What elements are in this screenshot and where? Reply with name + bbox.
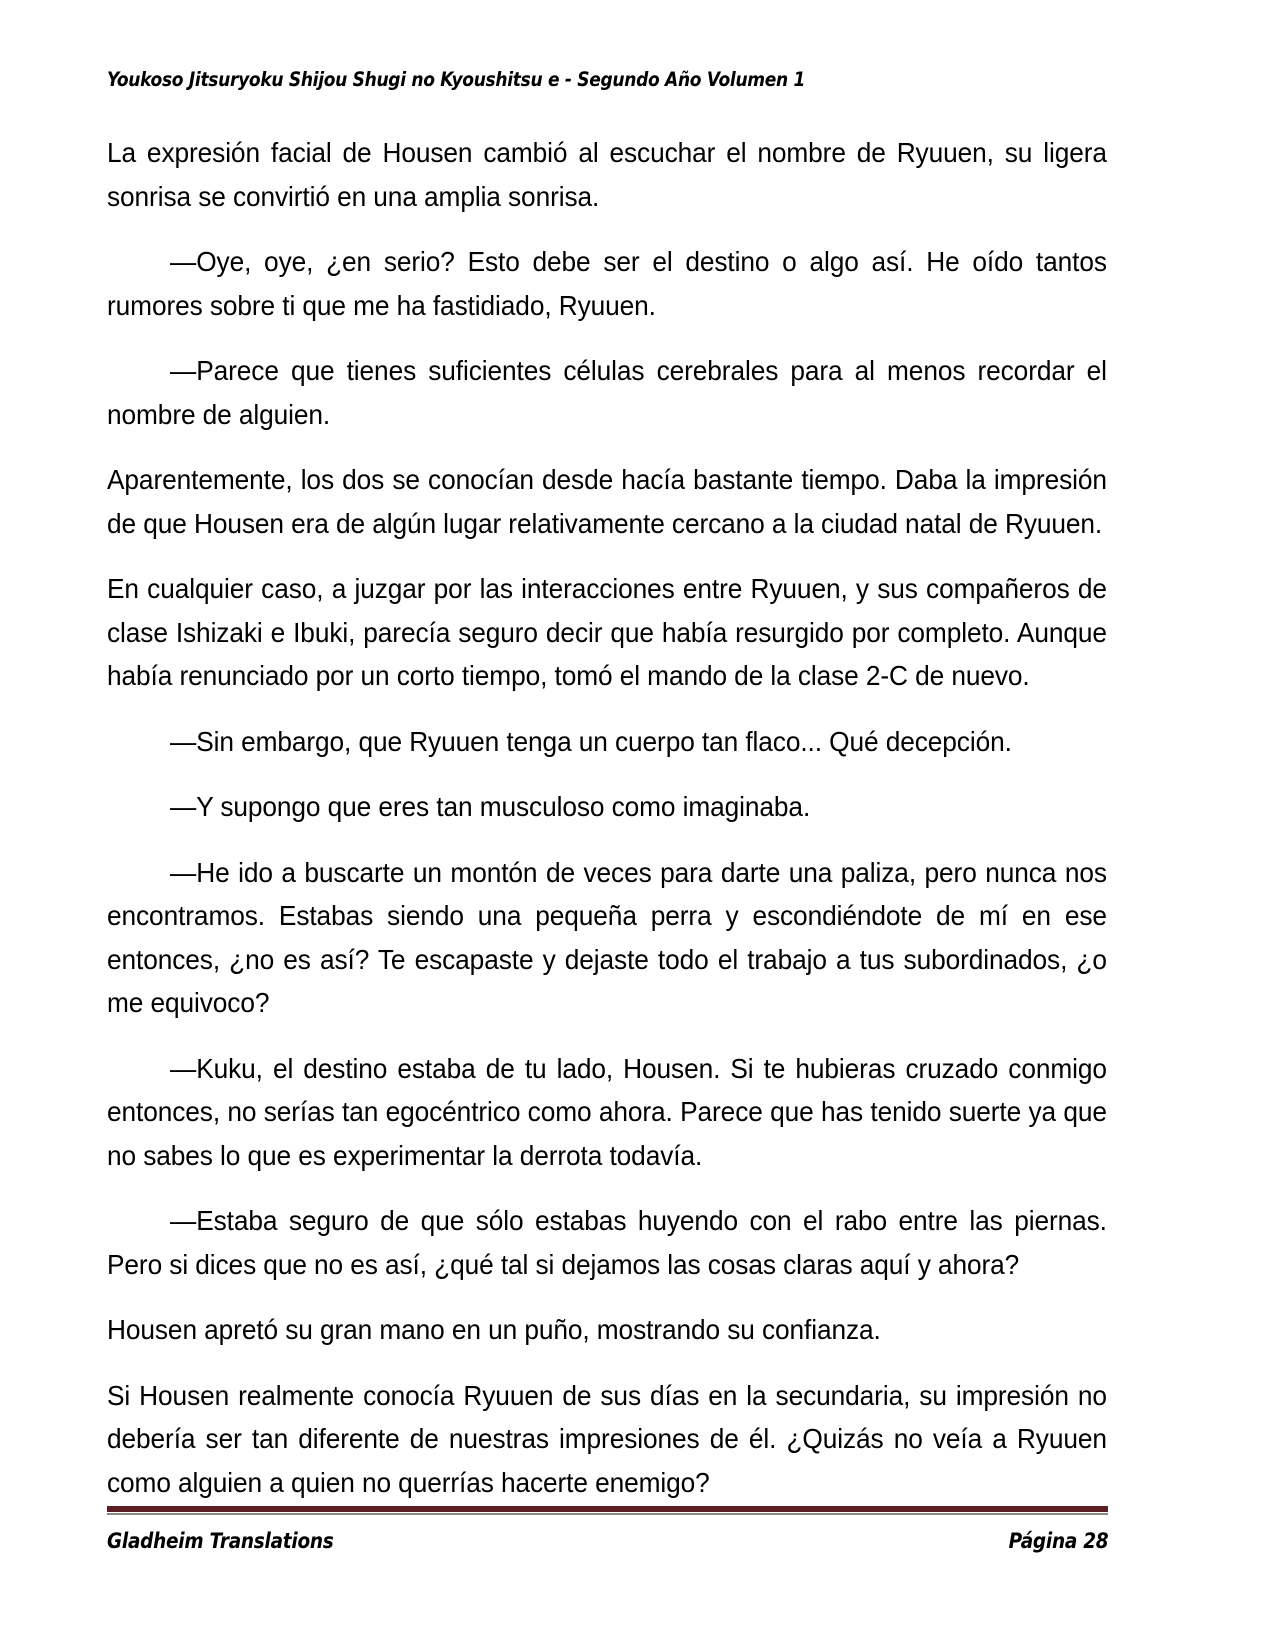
footer-divider-thin-bar [107,1513,1108,1515]
paragraph: —Y supongo que eres tan musculoso como imaginaba. [170,791,811,822]
paragraph: Aparentemente, los dos se conocían desde hacía bastante tiempo. Daba la impresión de que Housen era de algún lugar relativamente cercano a la ciudad natal de Ryuuen. [107,464,1107,539]
paragraph: —Parece que tienes suficientes células cerebrales para al menos recordar el nombre de alguien. [107,355,1107,430]
paragraph: —Sin embargo, que Ryuuen tenga un cuerpo tan flaco... Qué decepción. [170,725,1012,757]
paragraph: —Kuku, el destino estaba de tu lado, Housen. Si te hubieras cruzado conmigo entonces, no serías tan egocéntrico como ahora. Parece que has tenido suerte ya que no sabes lo que es experimentar la derrota todavía. [107,1052,1107,1171]
paragraph: La expresión facial de Housen cambió al escuchar el nombre de Ryuuen, su ligera sonrisa se convirtió en una amplia sonrisa. [107,137,1107,212]
footer-divider-thick-bar [107,1506,1108,1512]
paragraph: —Oye, oye, ¿en serio? Esto debe ser el destino o algo así. He oído tantos rumores sobre ti que me ha fastidiado, Ryuuen. [107,246,1107,321]
footer-translator-credit: Gladheim Translations [107,1529,334,1553]
paragraph: Si Housen realmente conocía Ryuuen de sus días en la secundaria, su impresión no debería ser tan diferente de nuestras impresiones de él. ¿Quizás no veía a Ryuuen como alguien a quien no querrías hacerte enemigo? [107,1379,1107,1498]
running-footer [107,1506,1108,1554]
footer-row [107,1528,1108,1554]
paragraph: En cualquier caso, a juzgar por las interacciones entre Ryuuen, y sus compañeros de clase Ishizaki e Ibuki, parecía seguro decir que había resurgido por completo. Aunque había renunciado por un corto tiempo, tomó el mando de la clase 2-C de nuevo. [107,573,1107,691]
paragraph: —He ido a buscarte un montón de veces para darte una paliza, pero nunca nos encontramos. Estabas siendo una pequeña perra y escondiéndote de mí en ese entonces, ¿no es así? Te escapaste y dejaste todo el trabajo a tus subordinados, ¿o me equivoco? [107,856,1107,1018]
body-text-column [107,131,1107,1504]
running-header [107,68,1107,98]
footer-divider [107,1506,1108,1515]
paragraph: —Estaba seguro de que sólo estabas huyendo con el rabo entre las piernas. Pero si dices que no es así, ¿qué tal si dejamos las cosas claras aquí y ahora? [107,1205,1107,1280]
footer-page-number: Página 28 [1008,1529,1108,1553]
header-title: Youkoso Jitsuryoku Shijou Shugi no Kyoushitsu e - Segundo Año Volumen 1 [107,68,806,91]
paragraph: Housen apretó su gran mano en un puño, mostrando su confianza. [107,1314,881,1345]
